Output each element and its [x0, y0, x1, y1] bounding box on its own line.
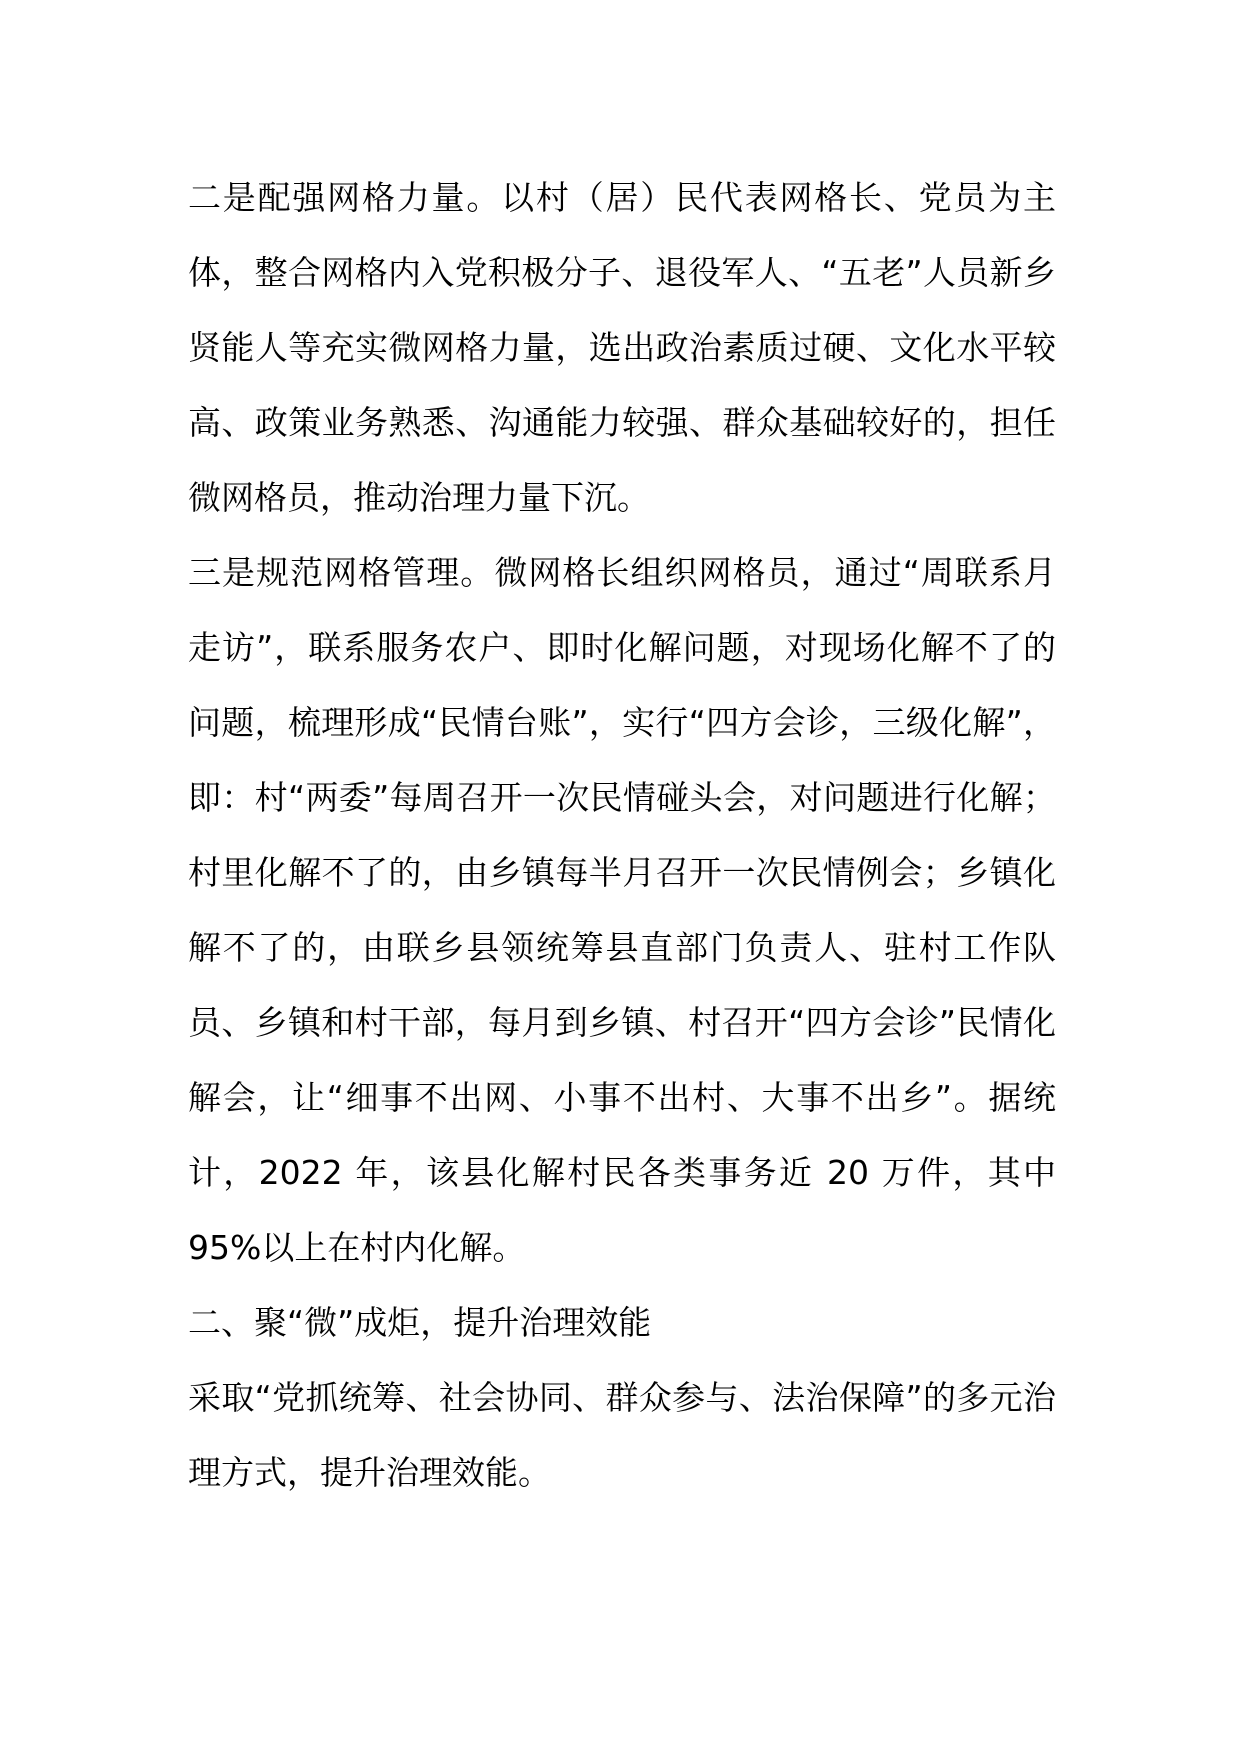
document-body	[188, 160, 1056, 1510]
paragraph-grid-strength: 二是配强网格力量。以村（居）民代表网格长、党员为主体，整合网格内入党积极分子、退役军人、“五老”人员新乡贤能人等充实微网格力量，选出政治素质过硬、文化水平较高、政策业务熟悉、沟通能力较强、群众基础较好的，担任微网格员，推动治理力量下沉。	[188, 178, 1056, 517]
paragraph-governance-approach: 采取“党抓统筹、社会协同、群众参与、法治保障”的多元治理方式，提升治理效能。	[188, 1378, 1056, 1492]
paragraph-grid-management: 三是规范网格管理。微网格长组织网格员，通过“周联系月走访”，联系服务农户、即时化解问题，对现场化解不了的问题，梳理形成“民情台账”，实行“四方会诊，三级化解”，即：村“两委”每周召开一次民情碰头会，对问题进行化解；村里化解不了的，由乡镇每半月召开一次民情例会；乡镇化解不了的，由联乡县领统筹县直部门负责人、驻村工作队员、乡镇和村干部，每月到乡镇、村召开“四方会诊”民情化解会，让“细事不出网、小事不出村、大事不出乡”。据统计，2022 年，该县化解村民各类事务近 20 万件，其中 95%以上在村内化解。	[188, 553, 1056, 1267]
section-heading: 二、聚“微”成炬，提升治理效能	[188, 1303, 652, 1342]
